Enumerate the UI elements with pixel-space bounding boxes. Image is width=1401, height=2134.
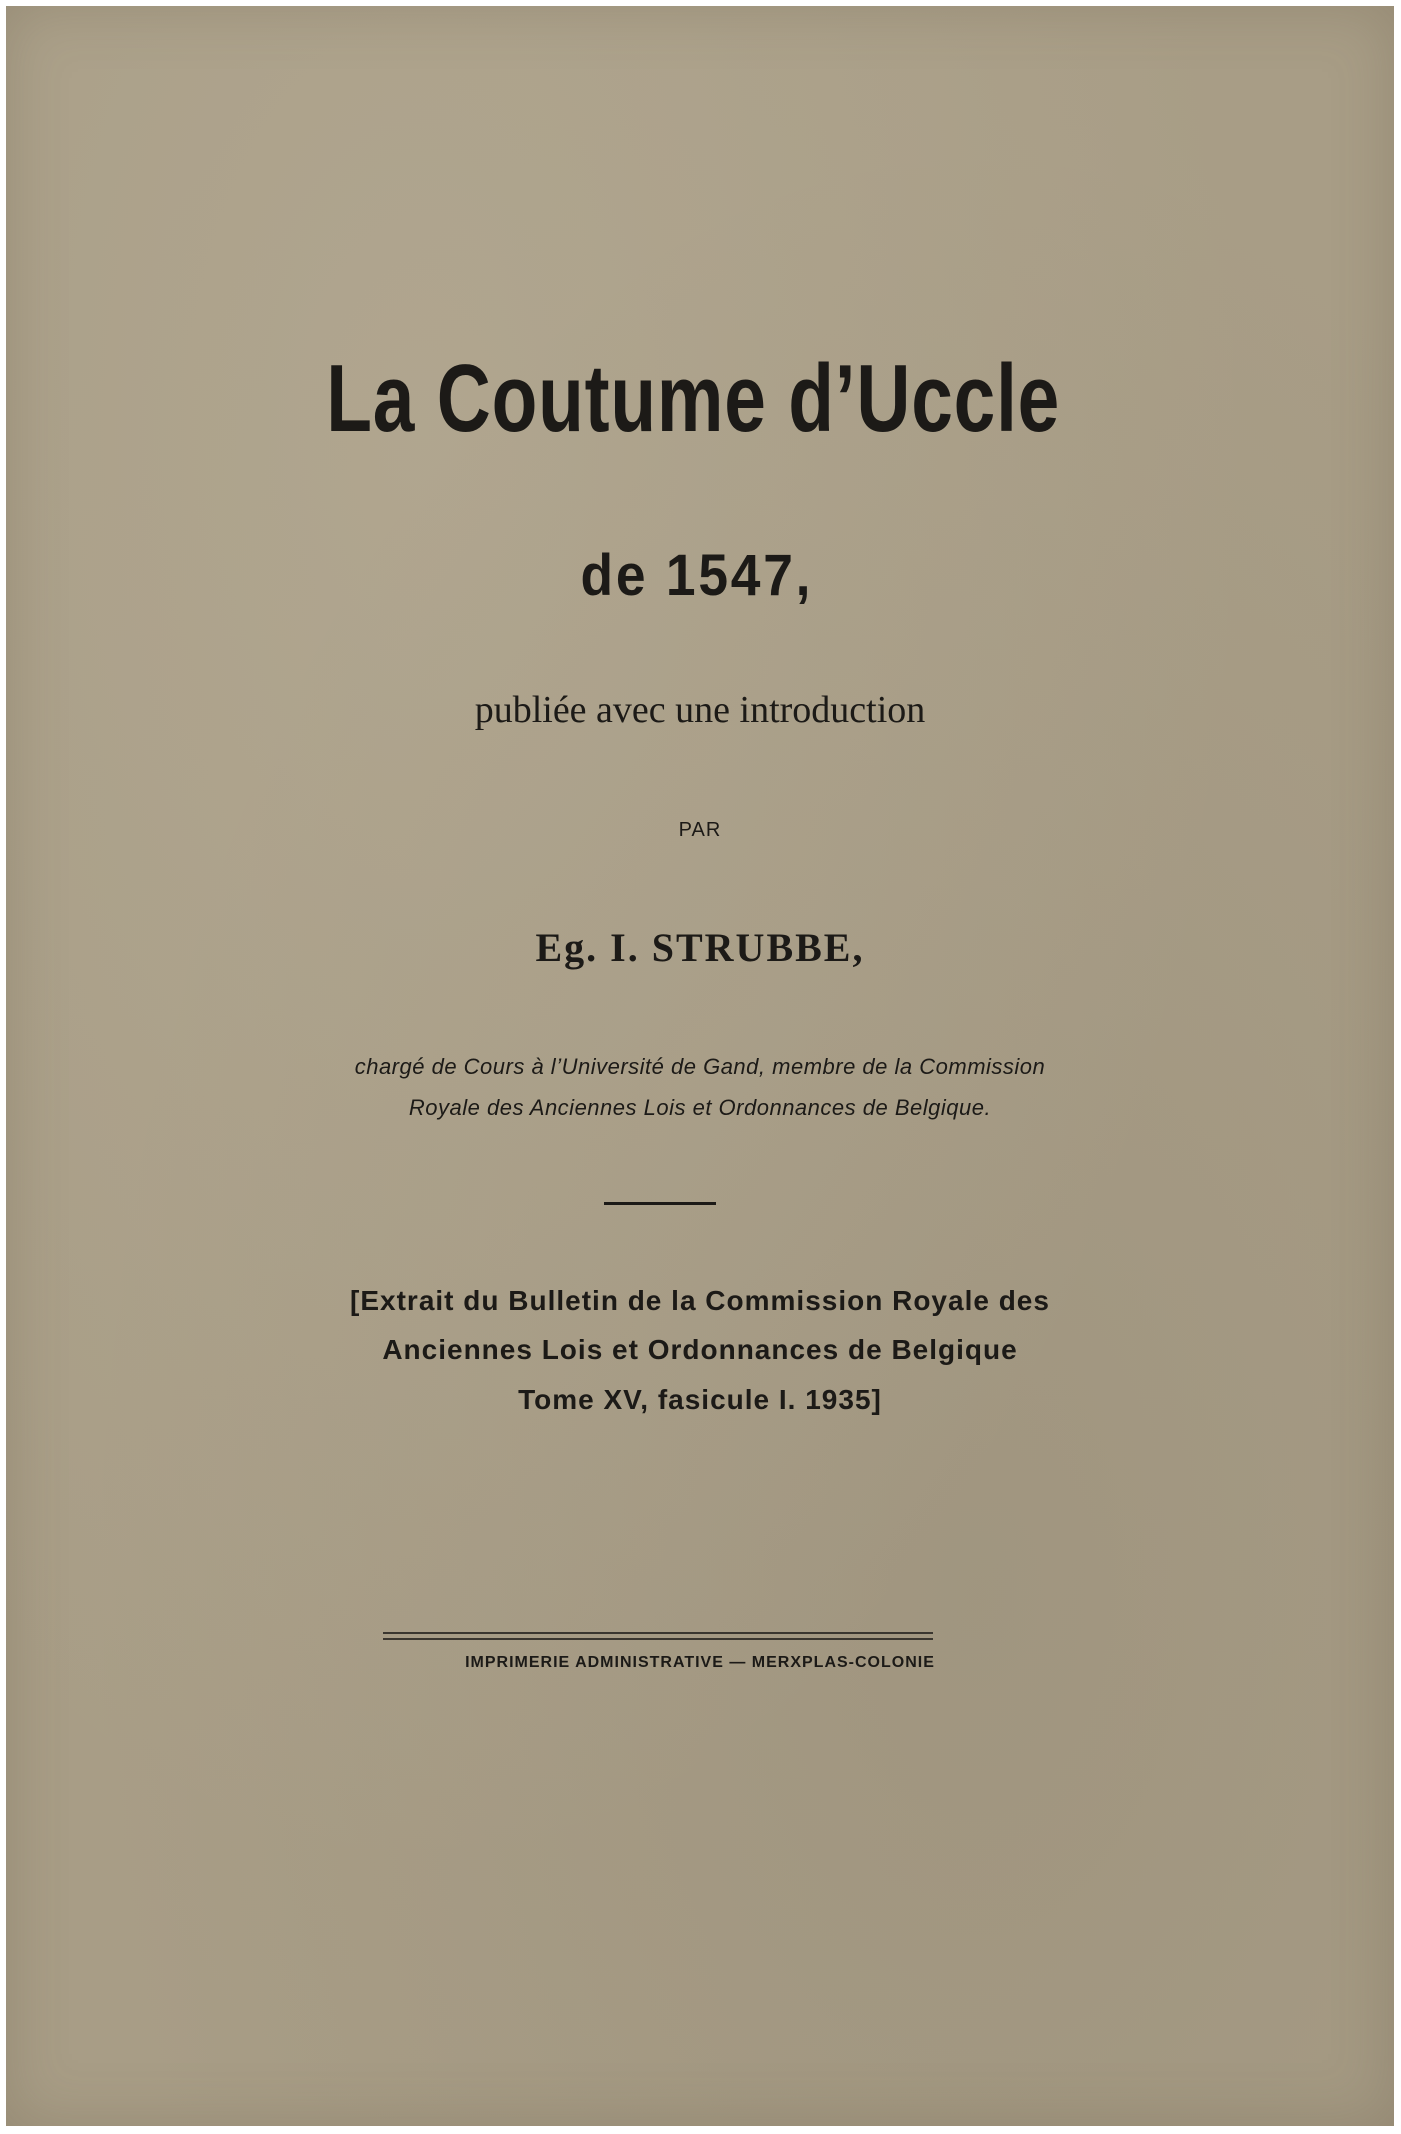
imprint-double-rule bbox=[383, 1632, 933, 1640]
author-affiliation-line-2: Royale des Anciennes Lois et Ordonnances de Belgique. bbox=[408, 1095, 992, 1120]
cover-year: de 1547, bbox=[580, 543, 814, 608]
cover-subtitle: publiée avec une introduction bbox=[474, 689, 926, 731]
extract-note-line-2: Anciennes Lois et Ordonnances de Belgique bbox=[382, 1334, 1018, 1365]
extract-note-line-1: [Extrait du Bulletin de la Commission Royale des bbox=[350, 1285, 1050, 1316]
extract-note-line-3: Tome XV, fasicule I. 1935] bbox=[518, 1384, 882, 1415]
author-affiliation-line-1: chargé de Cours à l’Université de Gand, membre de la Commission bbox=[354, 1054, 1046, 1079]
author-name: Eg. I. STRUBBE, bbox=[535, 925, 865, 970]
book-cover bbox=[6, 6, 1394, 2126]
printer-imprint: IMPRIMERIE ADMINISTRATIVE — MERXPLAS-COLONIE bbox=[465, 1654, 935, 1671]
cover-title: La Coutume d’Uccle bbox=[326, 345, 1061, 452]
by-label: PAR bbox=[678, 819, 722, 841]
short-divider bbox=[604, 1202, 716, 1205]
